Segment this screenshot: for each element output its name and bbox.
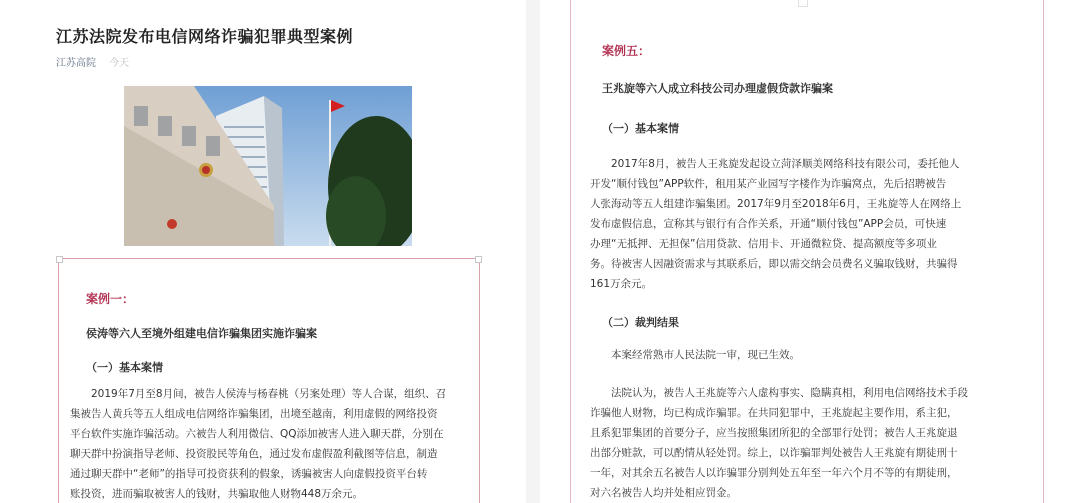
author-link[interactable]: 江苏高院: [56, 58, 96, 69]
court-building-illustration: [124, 86, 412, 246]
body-line: 务。待被害人因融资需求与其联系后，即以需交纳会员费名义骗取钱财，共骗得: [590, 258, 958, 270]
panel-divider: [526, 0, 540, 503]
body-line: 且系犯罪集团的首要分子，应当按照集团所犯的全部罪行处罚；被告人王兆旋退: [590, 427, 958, 439]
case-one-body: [70, 384, 480, 503]
box-corner-handle[interactable]: [475, 256, 482, 263]
case-one-section: （一）基本案情: [86, 361, 163, 374]
box-corner-handle[interactable]: [56, 256, 63, 263]
body-line: 161万余元。: [590, 278, 653, 290]
case-five-title: 王兆旋等六人成立科技公司办理虚假贷款诈骗案: [602, 82, 833, 95]
body-line: 开发“顺付钱包”APP软件，租用某产业园写字楼作为诈骗窝点，先后招聘被告: [590, 178, 947, 190]
body-line: 法院认为，被告人王兆旋等六人虚构事实、隐瞒真相，利用电信网络技术手段: [590, 387, 968, 399]
body-line: 一年，对其余五名被告人以诈骗罪分别判处五年至一年六个月不等的有期徒刑，: [590, 467, 958, 479]
body-line: 集被告人黄兵等五人组成电信网络诈骗集团，出境至越南，利用虚假的网络投资: [70, 408, 438, 420]
court-building-photo: [124, 86, 412, 246]
case-five-section-verdict: （二）裁判结果: [602, 316, 679, 329]
case-five-facts-body: [590, 154, 1030, 294]
publish-time: 今天: [109, 58, 130, 69]
body-line: 诈骗他人财物，均已构成诈骗罪。在共同犯罪中，王兆旋起主要作用，系主犯，: [590, 407, 958, 419]
body-line: 发布虚假信息，宣称其与银行有合作关系，开通“顺付钱包”APP会员，可快速: [590, 218, 947, 230]
case-five-reasoning-body: [590, 383, 1030, 503]
frame-top-marker: [798, 0, 808, 7]
right-article-panel: [540, 0, 1080, 503]
body-line: 2019年7月至8月间，被告人侯涛与杨春桃（另案处理）等人合谋，组织、召: [70, 388, 447, 400]
body-line: 平台软件实施诈骗活动。六被告人利用微信、QQ添加被害人进入聊天群，分别在: [70, 428, 444, 440]
body-line: 通过聊天群中“老师”的指导可投资获利的假象，诱骗被害人向虚假投资平台转: [70, 468, 428, 480]
case-five-heading: 案例五：: [602, 44, 651, 58]
left-article-panel: [0, 0, 526, 503]
article-meta: [56, 54, 129, 69]
case-one-title: 侯涛等六人至境外组建电信诈骗集团实施诈骗案: [86, 327, 317, 340]
body-line: 人张海动等五人组建诈骗集团。2017年9月至2018年6月，王兆旋等人在网络上: [590, 198, 962, 210]
body-line: 出部分赃款，可以酌情从轻处罚。综上，以诈骗罪判处被告人王兆旋有期徒刑十: [590, 447, 958, 459]
body-line: 账投资，进而骗取被害人的钱财，共骗取他人财物448万余元。: [70, 488, 364, 500]
body-line: 对六名被告人均并处相应罚金。: [590, 487, 737, 499]
body-line: 聊天群中扮演指导老师、投资股民等角色，通过发布虚假盈利截图等信息，制造: [70, 448, 438, 460]
article-title: 江苏法院发布电信网络诈骗犯罪典型案例: [56, 27, 354, 46]
body-line: 2017年8月，被告人王兆旋发起设立菏泽顺美网络科技有限公司，委托他人: [590, 158, 960, 170]
case-one-heading: 案例一：: [86, 292, 135, 306]
case-five-section-facts: （一）基本案情: [602, 122, 679, 135]
body-line: 办理“无抵押、无担保”信用贷款、信用卡、开通微粒贷、提高额度等多项业: [590, 238, 937, 250]
case-five-verdict-line: 本案经常熟市人民法院一审，现已生效。: [590, 349, 800, 361]
